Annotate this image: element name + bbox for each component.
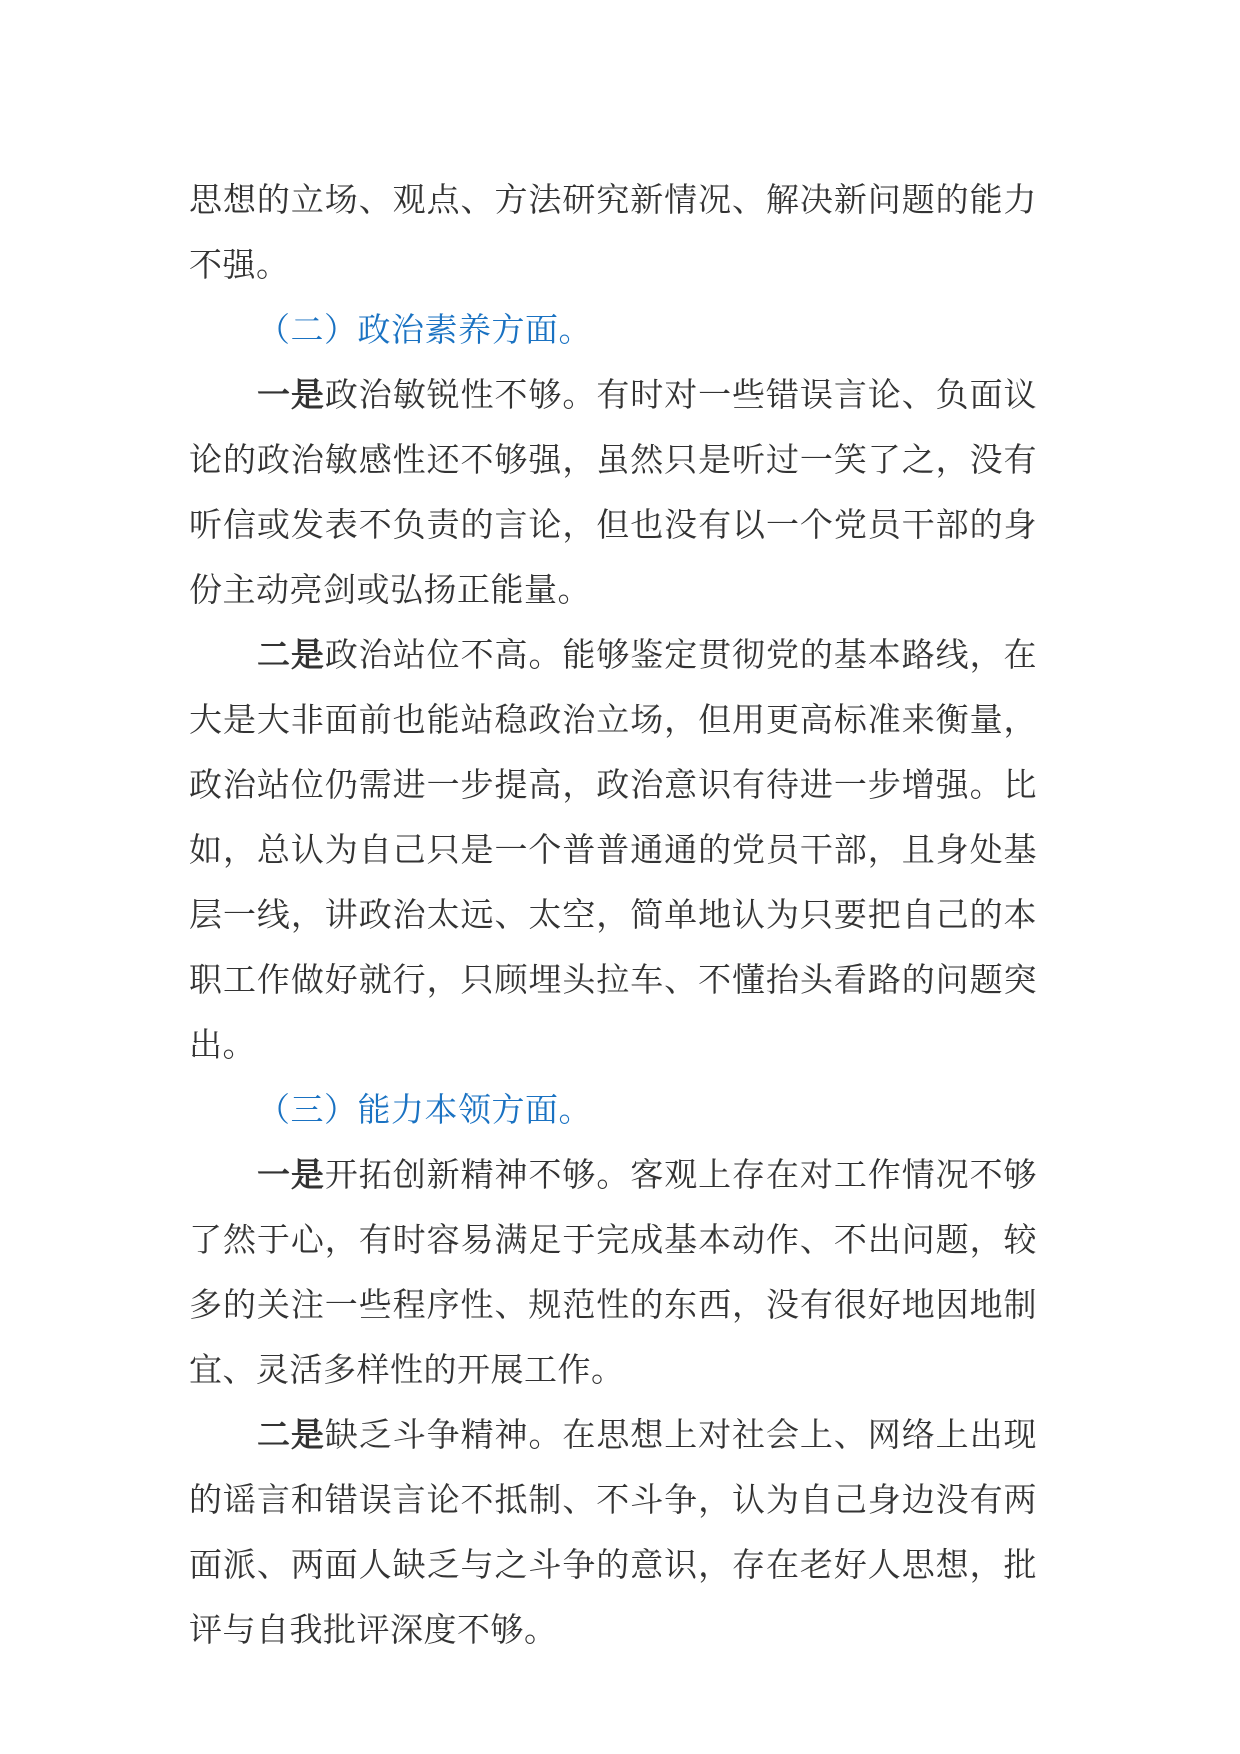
item-lead: 二是 [257,635,325,674]
paragraph-text: 政治敏锐性不够。有时对一些错误言论、负面议论的政治敏感性还不够强，虽然只是听过一笑了之，没有听信或发表不负责的言论，但也没有以一个党员干部的身份主动亮剑或弘扬正能量。 [189,375,1038,609]
paragraph-text: 开拓创新精神不够。客观上存在对工作情况不够了然于心，有时容易满足于完成基本动作、不出问题，较多的关注一些程序性、规范性的东西，没有很好地因地制宜、灵活多样性的开展工作。 [189,1155,1038,1389]
item-lead: 二是 [257,1415,325,1454]
paragraph-item [189,1402,1037,1662]
section-heading-ability [189,1077,1037,1142]
document-body [189,167,1037,1662]
paragraph-text: 政治站位不高。能够鉴定贯彻党的基本路线，在大是大非面前也能站稳政治立场，但用更高标准来衡量，政治站位仍需进一步提高，政治意识有待进一步增强。比如，总认为自己只是一个普普通通的党员干部，且身处基层一线，讲政治太远、太空，简单地认为只要把自己的本职工作做好就行，只顾埋头拉车、不懂抬头看路的问题突出。 [189,635,1038,1064]
paragraph-item [189,622,1037,1077]
item-lead: 一是 [257,375,325,414]
section-heading-text: （三）能力本领方面。 [257,1090,592,1129]
paragraph-continuation [189,167,1037,297]
paragraph-text: 缺乏斗争精神。在思想上对社会上、网络上出现的谣言和错误言论不抵制、不斗争，认为自己身边没有两面派、两面人缺乏与之斗争的意识，存在老好人思想，批评与自我批评深度不够。 [189,1415,1038,1649]
paragraph-item [189,362,1037,622]
paragraph-item [189,1142,1037,1402]
paragraph-text: 思想的立场、观点、方法研究新情况、解决新问题的能力不强。 [189,180,1037,284]
section-heading-text: （二）政治素养方面。 [257,310,592,349]
item-lead: 一是 [257,1155,325,1194]
section-heading-political-literacy [189,297,1037,362]
